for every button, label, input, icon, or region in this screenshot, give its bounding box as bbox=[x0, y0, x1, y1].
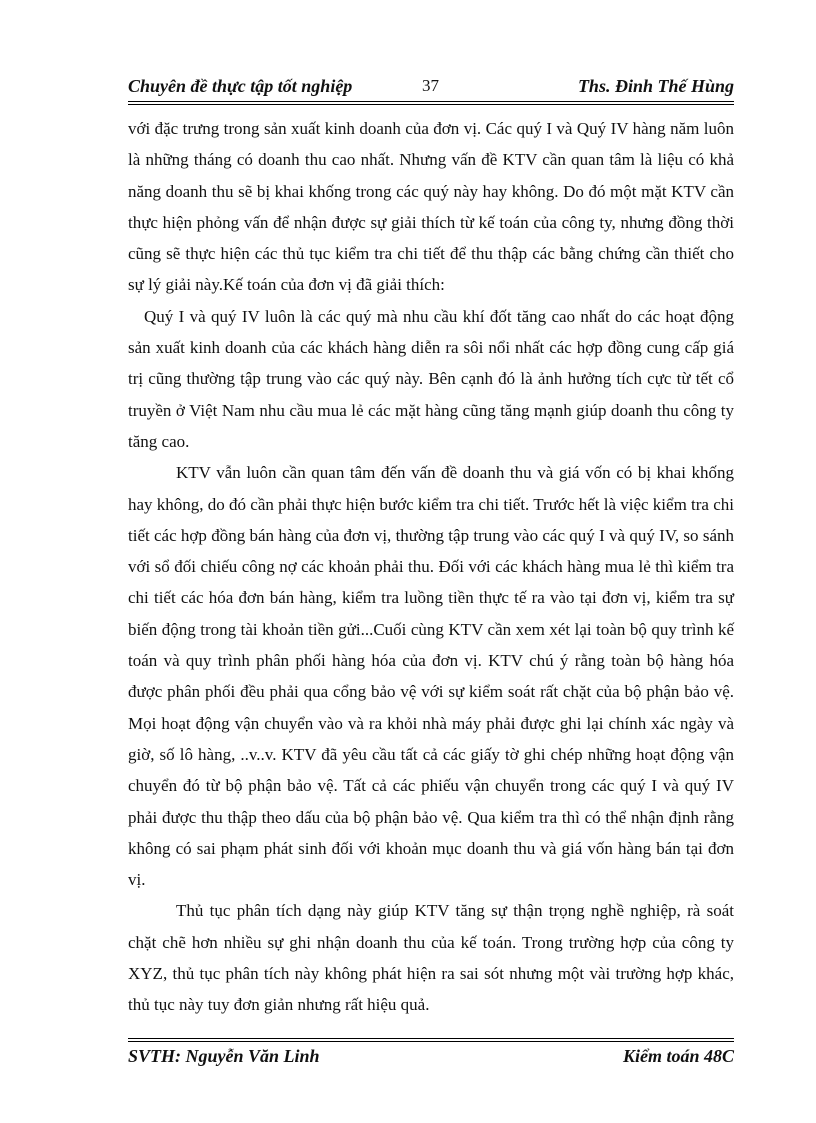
paragraph: với đặc trưng trong sản xuất kinh doanh của đơn vị. Các quý I và Quý IV hàng năm luôn là những tháng có doanh thu cao nhất. Nhưng vấn đề KTV cần quan tâm là liệu có khả năng doanh thu sẽ bị khai khống trong các quý này hay không. Do đó một mặt KTV cần thực hiện phỏng vấn để nhận được sự giải thích từ kế toán của công ty, nhưng đồng thời cũng sẽ thực hiện các thủ tục kiểm tra chi tiết để thu thập các bằng chứng cần thiết cho sự lý giải này.Kế toán của đơn vị đã giải thích: bbox=[128, 119, 734, 295]
header-rule bbox=[128, 101, 734, 105]
page-header bbox=[128, 74, 734, 100]
footer-rule bbox=[128, 1038, 734, 1042]
paragraph: Quý I và quý IV luôn là các quý mà nhu cầu khí đốt tăng cao nhất do các hoạt động sản xuất kinh doanh của các khách hàng diễn ra sôi nổi nhất các hợp đồng cung cấp giá trị cũng thường tập trung vào các quý này. Bên cạnh đó là ảnh hưởng tích cực từ tết cổ truyền ở Việt Nam nhu cầu mua lẻ các mặt hàng cũng tăng mạnh giúp doanh thu công ty tăng cao. bbox=[128, 306, 734, 451]
page-footer bbox=[128, 1046, 734, 1072]
page-number: 37 bbox=[422, 76, 439, 95]
page-body bbox=[128, 113, 734, 1021]
footer-student: SVTH: Nguyễn Văn Linh bbox=[128, 1046, 320, 1066]
header-author: Ths. Đinh Thế Hùng bbox=[577, 76, 734, 96]
header-title: Chuyên đề thực tập tốt nghiệp bbox=[128, 76, 353, 96]
paragraph: KTV vẫn luôn cần quan tâm đến vấn đề doanh thu và giá vốn có bị khai khống hay không, do đó cần phải thực hiện bước kiểm tra chi tiết. Trước hết là việc kiểm tra chi tiết các hợp đồng bán hàng của đơn vị, thường tập trung vào các quý I và quý IV, so sánh với sổ đối chiếu công nợ các khoản phải thu. Đối với các khách hàng mua lẻ thì kiểm tra chi tiết các hóa đơn bán hàng, kiểm tra luồng tiền thực tế ra vào tại đơn vị, kiểm tra sự biến động trong tài khoản tiền gửi...Cuối cùng KTV cần xem xét lại toàn bộ quy trình kế toán và quy trình phân phối hàng hóa của đơn vị. KTV chú ý rằng toàn bộ hàng hóa được phân phối đều phải qua cổng bảo vệ với sự kiểm soát rất chặt của bộ phận bảo vệ. Mọi hoạt động vận chuyển vào và ra khỏi nhà máy phải được ghi lại chính xác ngày và giờ, số lô hàng, ..v..v. KTV đã yêu cầu tất cả các giấy tờ ghi chép những hoạt động vận chuyển đó từ bộ phận bảo vệ. Tất cả các phiếu vận chuyển trong các quý I và quý IV phải được thu thập theo dấu của bộ phận bảo vệ. Qua kiểm tra thì có thể nhận định rằng không có sai phạm phát sinh đối với khoản mục doanh thu và giá vốn hàng bán tại đơn vị. bbox=[128, 463, 734, 890]
footer-class: Kiểm toán 48C bbox=[622, 1046, 734, 1066]
paragraph: Thủ tục phân tích dạng này giúp KTV tăng sự thận trọng nghề nghiệp, rà soát chặt chẽ hơn nhiều sự ghi nhận doanh thu của kế toán. Trong trường hợp của công ty XYZ, thủ tục phân tích này không phát hiện ra sai sót nhưng một vài trường hợp khác, thủ tục này tuy đơn giản nhưng rất hiệu quả. bbox=[128, 901, 734, 1015]
